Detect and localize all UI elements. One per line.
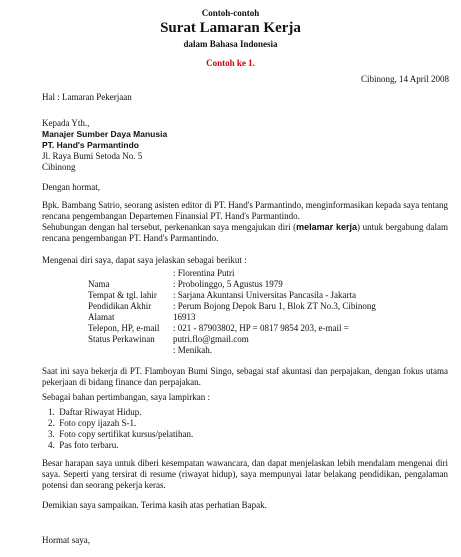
page-subtitle: dalam Bahasa Indonesia (183, 39, 278, 49)
attachments-intro: Sebagai bahan pertimbangan, saya lampirkan : (42, 392, 210, 402)
attachment-text: Foto copy sertifikat kursus/pelatihan. (59, 429, 194, 439)
page-title: Surat Lamaran Kerja (160, 20, 301, 36)
list-item: 3. Foto copy sertifikat kursus/pelatihan. (48, 429, 194, 439)
attachment-list (48, 407, 193, 451)
detail-label: Nama (88, 279, 110, 289)
detail-value: : 021 - 87903802, HP = 0817 9854 203, e-mail = (173, 323, 349, 333)
apply-text-before: Sehubungan dengan hal tersebut, perkenankan saya mengajukan diri ( (42, 222, 297, 232)
detail-row (88, 312, 196, 323)
recipient-role: Manajer Sumber Daya Manusia (42, 129, 168, 139)
detail-row (88, 279, 283, 290)
detail-row (88, 345, 212, 356)
detail-value: : Sarjana Akuntansi Universitas Pancasila - Jakarta (173, 290, 356, 300)
detail-value-top: : Florentina Putri (173, 268, 235, 278)
header-kicker: Contoh-contoh (201, 8, 260, 18)
example-label: Contoh ke 1. (206, 58, 255, 68)
detail-value: : Perum Bojong Depok Baru 1, Blok ZT No.3, Cibinong (173, 301, 376, 311)
attachment-text: Daftar Riwayat Hidup. (59, 407, 142, 417)
apply-text-bold: melamar kerja (296, 222, 358, 232)
detail-label: Tempat & tgl. lahir (88, 290, 157, 300)
recipient-salutation: Kepada Yth., (42, 118, 90, 128)
list-item: 4. Pas foto terbaru. (48, 440, 119, 450)
greeting: Dengan hormat, (42, 182, 100, 192)
detail-label: Status Perkawinan (88, 334, 155, 344)
work-paragraph: Saat ini saya bekerja di PT. Flamboyan Bumi Singo, sebagai staf akuntasi dan perpajakan, dengan fokus utama pekerjaan di bidang finance dan perpajakan. (42, 366, 448, 387)
detail-value: : Menikah. (173, 345, 212, 355)
hope-paragraph: Besar harapan saya untuk diberi kesempatan wawancara, dan dapat menjelaskan lebih mendalam mengenai diri saya. Seperti yang tersirat di resume (riwayat hidup), saya mempunyai latar belakang pendidikan, pengalaman potensi dan seorang pekerja keras. (42, 458, 448, 490)
recipient-city: Cibinong (42, 162, 76, 172)
recipient-company: PT. Hand's Parmantindo (42, 140, 139, 150)
detail-label: Telepon, HP, e-mail (88, 323, 160, 333)
detail-value: 16913 (173, 312, 196, 322)
place-date: Cibinong, 14 April 2008 (360, 74, 449, 84)
recipient-street: Jl. Raya Bumi Setoda No. 5 (42, 151, 143, 161)
attachment-text: Foto copy ijazah S-1. (59, 418, 137, 428)
closing-line: Demikian saya sampaikan. Terima kasih atas perhatian Bapak. (42, 500, 267, 510)
subject-line: Hal : Lamaran Pekerjaan (42, 92, 132, 102)
self-intro: Mengenai diri saya, dapat saya jelaskan sebagai berikut : (42, 255, 247, 265)
detail-row (88, 334, 249, 345)
apply-paragraph (42, 222, 448, 244)
detail-row (88, 290, 356, 301)
attachment-text: Pas foto terbaru. (59, 440, 119, 450)
detail-value: : Probolinggo, 5 Agustus 1979 (173, 279, 283, 289)
apply-text-after: ) untuk bergabung dalam rencana pengembangan PT. Hand's Parmantindo. (42, 222, 449, 243)
detail-label: Alamat (88, 312, 115, 322)
signoff: Hormat saya, (42, 535, 90, 545)
detail-row (88, 301, 376, 312)
detail-value: putri.flo@gmail.com (173, 334, 249, 344)
intro-paragraph: Bpk. Bambang Satrio, seorang asisten editor di PT. Hand's Parmantindo, menginformasikan kepada saya tentang rencana pengembangan Departemen Finansial PT. Hand's Parmantindo. (42, 200, 448, 221)
detail-row (88, 323, 349, 334)
list-item: 2. Foto copy ijazah S-1. (48, 418, 137, 428)
list-item: 1. Daftar Riwayat Hidup. (48, 407, 142, 417)
detail-label: Pendidikan Akhir (88, 301, 152, 311)
